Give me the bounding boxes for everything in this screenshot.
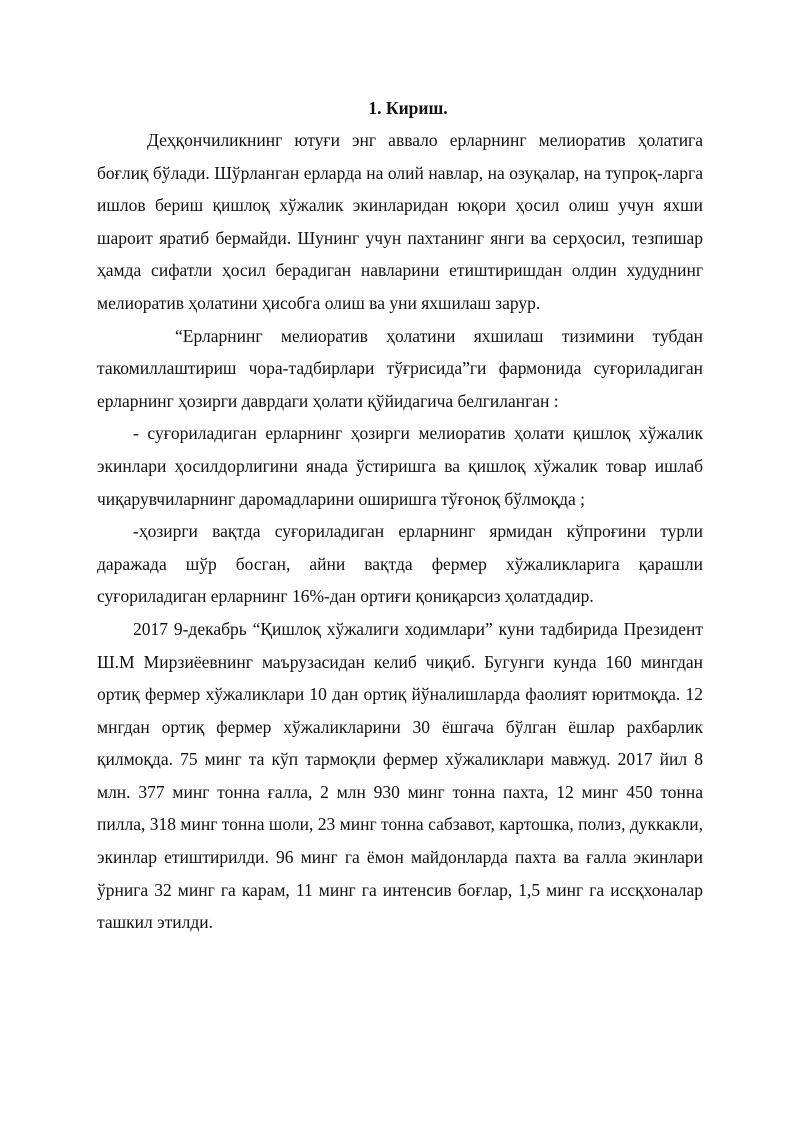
document-body [97,124,703,939]
paragraph-statistics: 2017 9-декабрь “Қишлоқ хўжалиги ходимлари” куни тадбирида Президент Ш.М Мирзиёевнинг маърузасидан келиб чиқиб. Бугунги кунда 160 мингдан ортиқ фермер хўжаликлари 10 дан ортиқ йўналишларда фаолият юритмоқда. 12 мнгдан ортиқ фермер хўжаликларини 30 ёшгача бўлган ёшлар рахбарлик қилмоқда. 75 минг та кўп тармоқли фермер хўжаликлари мавжуд. 2017 йил 8 млн. 377 минг тонна ғалла, 2 млн 930 минг тонна пахта, 12 минг 450 тонна пилла, 318 минг тонна шоли, 23 минг тонна сабзавот, картошка, полиз, дуккакли, экинлар етиштирилди. 96 минг га ёмон майдонларда пахта ва ғалла экинлари ўрнига 32 минг га карам, 11 минг га интенсив боғлар, 1,5 минг га иссқхоналар ташкил этилди. [97,618,703,933]
paragraph-decree: “Ерларнинг мелиоратив ҳолатини яхшилаш тизимини тубдан такомиллаштириш чора-тадбирлари тўғрисида”ги фармонида суғориладиган ерларнинг ҳозирги даврдаги ҳолати қўйидагича белгиланган : [97,325,703,411]
section-heading: 1. Кириш. [368,98,448,118]
paragraph-bullet-2: -ҳозирги вақтда суғориладиган ерларнинг ярмидан кўпроғини турли даражада шўр босган, айни вақтда фермер хўжаликларига қарашли суғориладиган ерларнинг 16%-дан ортиғи қониқарсиз ҳолатдадир. [97,521,703,607]
paragraph-bullet-1: - суғориладиган ерларнинг ҳозирги мелиоратив ҳолати қишлоқ хўжалик экинлари ҳосилдорлигини янада ўстиришга ва қишлоқ хўжалик товар ишлаб чиқарувчиларнинг даромадларини оширишга тўғоноқ бўлмоқда ; [97,423,703,509]
paragraph-introduction: Деҳқончиликнинг ютуғи энг аввало ерларнинг мелиоратив ҳолатига боғлиқ бўлади. Шўрланган ерларда на олий навлар, на озуқалар, на тупроқ-ларга ишлов бериш қишлоқ хўжалик экинларидан юқори ҳосил олиш учун яхши шароит яратиб бермайди. Шунинг учун пахтанинг янги ва серҳосил, тезпишар ҳамда сифатли ҳосил берадиган навларини етиштиришдан олдин худуднинг мелиоратив ҳолатини ҳисобга олиш ва уни яхшилаш зарур. [97,130,703,313]
